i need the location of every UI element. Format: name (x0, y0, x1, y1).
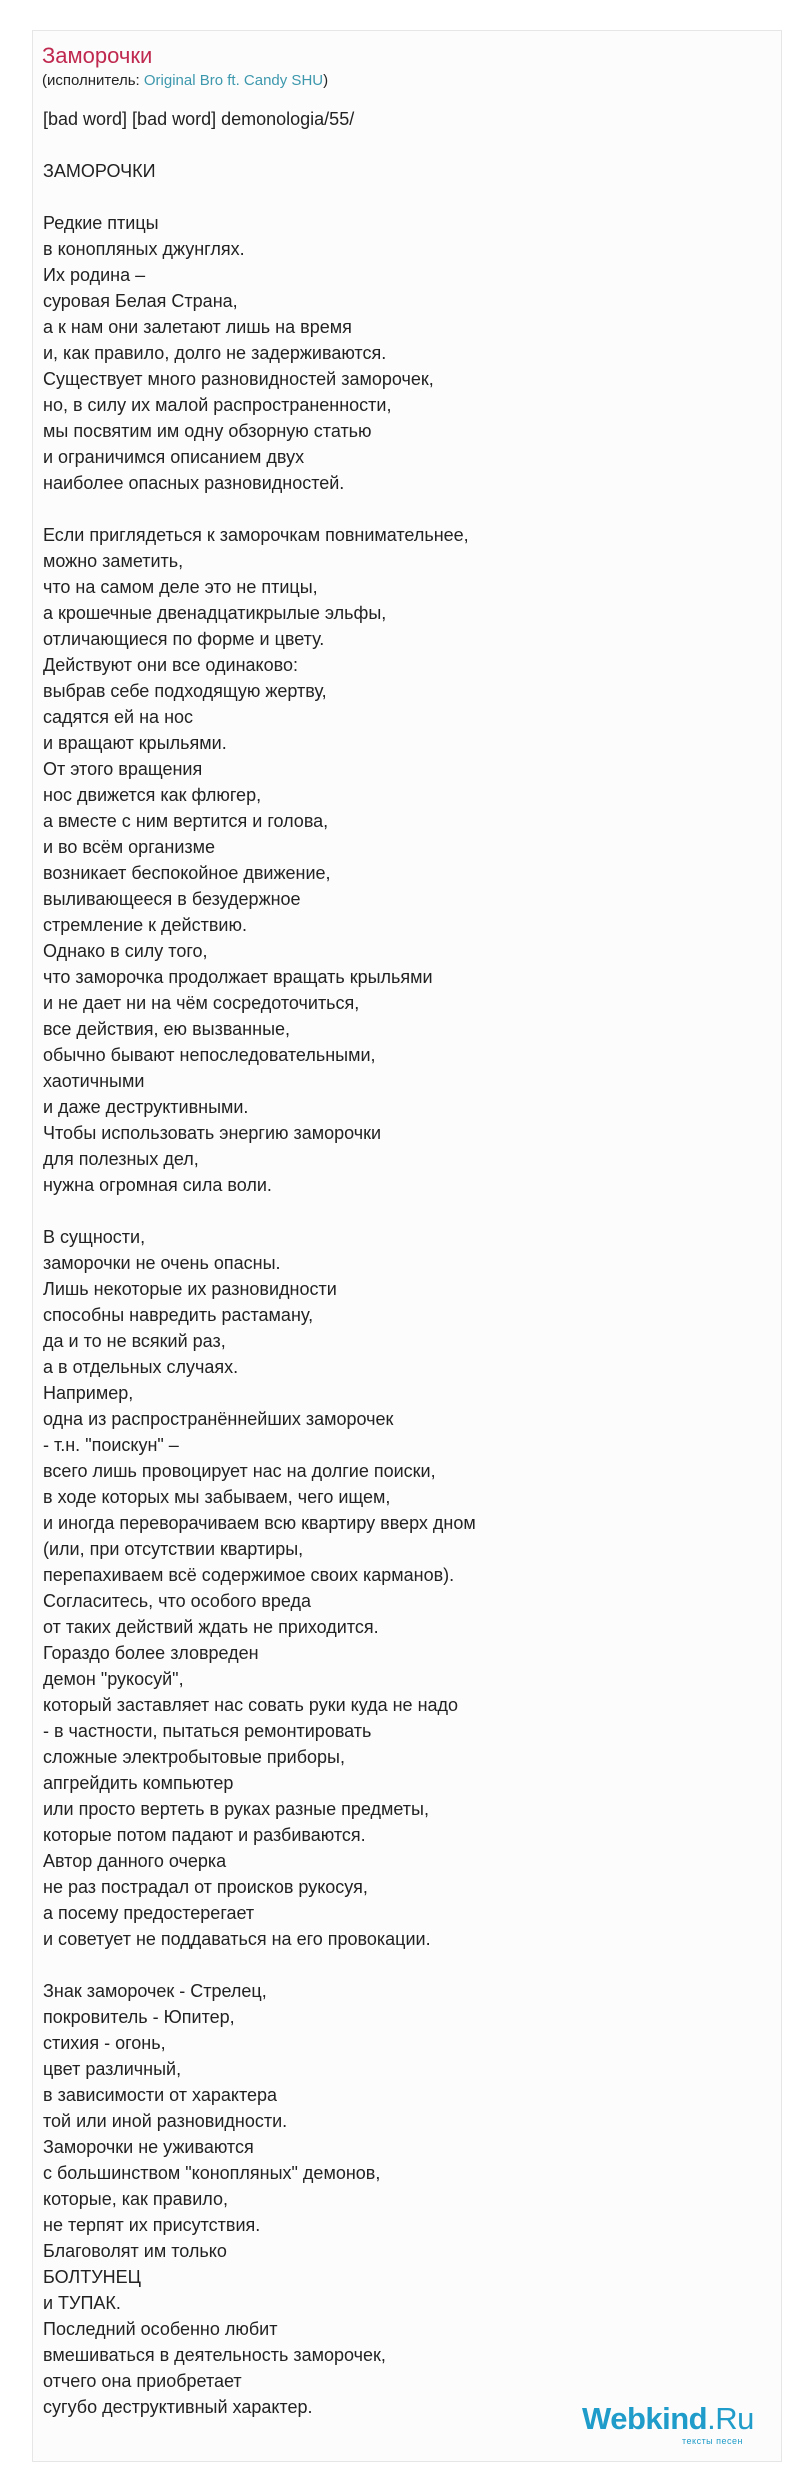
lyrics-blank-line (43, 1952, 743, 1978)
lyrics-line: который заставляет нас совать руки куда не надо (43, 1695, 459, 1715)
lyrics-text (43, 106, 743, 2420)
lyrics-line: для полезных дел, (43, 1149, 199, 1169)
lyrics-line: хаотичными (43, 1071, 145, 1091)
lyrics-line: сложные электробытовые приборы, (43, 1747, 345, 1767)
logo-tld: .Ru (707, 2401, 754, 2436)
lyrics-blank-line (43, 496, 743, 522)
lyrics-line: от таких действий ждать не приходится. (43, 1617, 379, 1637)
lyrics-line: Гораздо более зловреден (43, 1643, 259, 1663)
lyrics-line: отличающиеся по форме и цвету. (43, 629, 325, 649)
lyrics-line: апгрейдить компьютер (43, 1773, 234, 1793)
lyrics-line: Существует много разновидностей заморочек, (43, 369, 434, 389)
lyrics-line: и иногда переворачиваем всю квартиру вверх дном (43, 1513, 476, 1533)
lyrics-line: не раз пострадал от происков рукосуя, (43, 1877, 368, 1897)
lyrics-line: Их родина – (43, 265, 146, 285)
performer-link[interactable]: Original Bro ft. Candy SHU (143, 72, 324, 89)
lyrics-line: БОЛТУНЕЦ (43, 2267, 141, 2287)
lyrics-line: с большинством "конопляных" демонов, (43, 2163, 381, 2183)
lyrics-line: а крошечные двенадцатикрылые эльфы, (43, 603, 387, 623)
lyrics-line: в ходе которых мы забываем, чего ищем, (43, 1487, 391, 1507)
lyrics-blank-line (43, 1198, 743, 1224)
lyrics-line: Если приглядеться к заморочкам повнимательнее, (43, 525, 469, 545)
performer-suffix: ) (323, 72, 329, 89)
lyrics-line: всего лишь провоцирует нас на долгие поиски, (43, 1461, 436, 1481)
lyrics-line: Например, (43, 1383, 134, 1403)
lyrics-line: в зависимости от характера (43, 2085, 278, 2105)
lyrics-line: выливающееся в безудержное (43, 889, 301, 909)
lyrics-line: а в отдельных случаях. (43, 1357, 239, 1377)
lyrics-line: и ТУПАК. (43, 2293, 121, 2313)
lyrics-line: что заморочка продолжает вращать крыльями (43, 967, 433, 987)
lyrics-line: отчего она приобретает (43, 2371, 242, 2391)
site-logo[interactable] (582, 2402, 772, 2452)
lyrics-line: выбрав себе подходящую жертву, (43, 681, 327, 701)
lyrics-line: и во всём организме (43, 837, 216, 857)
lyrics-line: Чтобы использовать энергию заморочки (43, 1123, 382, 1143)
lyrics-line: заморочки не очень опасны. (43, 1253, 281, 1273)
performer-prefix: (исполнитель: (42, 72, 144, 89)
lyrics-blank-line (43, 184, 743, 210)
lyrics-line: той или иной разновидности. (43, 2111, 288, 2131)
lyrics-line: или просто вертеть в руках разные предметы, (43, 1799, 429, 1819)
lyrics-line: и, как правило, долго не задерживаются. (43, 343, 387, 363)
lyrics-line: и советует не поддаваться на его провокации. (43, 1929, 431, 1949)
lyrics-line: и ограничимся описанием двух (43, 447, 305, 467)
lyrics-line: стихия - огонь, (43, 2033, 166, 2053)
lyrics-line: которые, как правило, (43, 2189, 228, 2209)
lyrics-line: все действия, ею вызванные, (43, 1019, 291, 1039)
lyrics-line: - т.н. "поискун" – (43, 1435, 179, 1455)
lyrics-line: Редкие птицы (43, 213, 159, 233)
logo-name: Webkind (582, 2401, 708, 2436)
lyrics-line: демон "рукосуй", (43, 1669, 184, 1689)
lyrics-line: Однако в силу того, (43, 941, 208, 961)
lyrics-line: а к нам они залетают лишь на время (43, 317, 352, 337)
lyrics-line: сугубо деструктивный характер. (43, 2397, 313, 2417)
lyrics-line: перепахиваем всё содержимое своих карманов). (43, 1565, 455, 1585)
lyrics-line: Лишь некоторые их разновидности (43, 1279, 337, 1299)
lyrics-line: нужна огромная сила воли. (43, 1175, 272, 1195)
lyrics-line: В сущности, (43, 1227, 146, 1247)
lyrics-line: можно заметить, (43, 551, 184, 571)
lyrics-line: [bad word] [bad word] demonologia/55/ (43, 109, 355, 129)
lyrics-line: возникает беспокойное движение, (43, 863, 331, 883)
lyrics-line: а вместе с ним вертится и голова, (43, 811, 329, 831)
lyrics-line: Согласитесь, что особого вреда (43, 1591, 312, 1611)
logo-wordmark (582, 2402, 772, 2436)
lyrics-line: обычно бывают непоследовательными, (43, 1045, 376, 1065)
lyrics-line: но, в силу их малой распространенности, (43, 395, 392, 415)
lyrics-line: ЗАМОРОЧКИ (43, 161, 156, 181)
logo-tagline: тексты песен (682, 2436, 744, 2446)
lyrics-line: стремление к действию. (43, 915, 247, 935)
performer-line (42, 71, 328, 91)
lyrics-line: и не дает ни на чём сосредоточиться, (43, 993, 360, 1013)
lyrics-line: что на самом деле это не птицы, (43, 577, 318, 597)
lyrics-line: Благоволят им только (43, 2241, 227, 2261)
lyrics-line: цвет различный, (43, 2059, 182, 2079)
lyrics-line: мы посвятим им одну обзорную статью (43, 421, 372, 441)
lyrics-line: которые потом падают и разбиваются. (43, 1825, 366, 1845)
lyrics-line: Последний особенно любит (43, 2319, 278, 2339)
lyrics-line: Автор данного очерка (43, 1851, 227, 1871)
lyrics-line: Знак заморочек - Стрелец, (43, 1981, 267, 2001)
lyrics-line: и даже деструктивными. (43, 1097, 249, 1117)
lyrics-line: суровая Белая Страна, (43, 291, 238, 311)
lyrics-line: одна из распространённейших заморочек (43, 1409, 394, 1429)
song-title: Заморочки (42, 43, 153, 68)
lyrics-line: не терпят их присутствия. (43, 2215, 261, 2235)
lyrics-line: садятся ей на нос (43, 707, 194, 727)
lyrics-line: - в частности, пытаться ремонтировать (43, 1721, 372, 1741)
lyrics-line: способны навредить растаману, (43, 1305, 314, 1325)
lyrics-line: (или, при отсутствии квартиры, (43, 1539, 304, 1559)
lyrics-line: От этого вращения (43, 759, 203, 779)
lyrics-line: нос движется как флюгер, (43, 785, 262, 805)
lyrics-line: Действуют они все одинаково: (43, 655, 298, 675)
lyrics-line: и вращают крыльями. (43, 733, 227, 753)
lyrics-line: вмешиваться в деятельность заморочек, (43, 2345, 386, 2365)
lyrics-line: Заморочки не уживаются (43, 2137, 254, 2157)
lyrics-line: покровитель - Юпитер, (43, 2007, 235, 2027)
lyrics-line: наиболее опасных разновидностей. (43, 473, 345, 493)
lyrics-line: в конопляных джунглях. (43, 239, 245, 259)
lyrics-line: да и то не всякий раз, (43, 1331, 226, 1351)
lyrics-line: а посему предостерегает (43, 1903, 255, 1923)
lyrics-blank-line (43, 132, 743, 158)
